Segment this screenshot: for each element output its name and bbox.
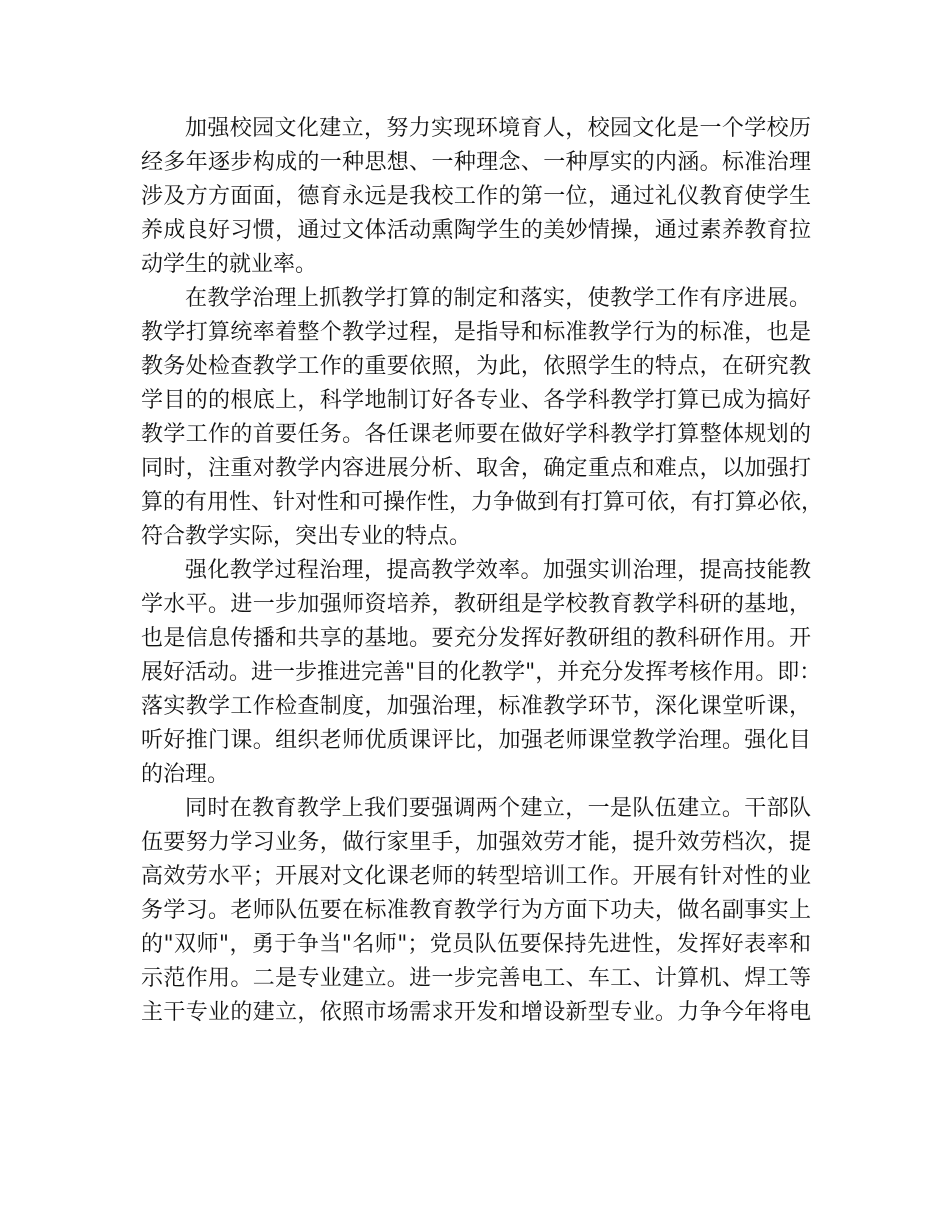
text-line: 的"双师"，勇于争当"名师"；党员队伍要保持先进性，发挥好表率和 (141, 932, 811, 957)
text-line: 符合教学实际，突出专业的特点。 (141, 524, 472, 549)
text-line: 在教学治理上抓教学打算的制定和落实，使教学工作有序进展。 (185, 286, 811, 311)
text-line: 的治理。 (141, 762, 230, 787)
text-line: 教学打算统率着整个教学过程，是指导和标准教学行为的标准，也是 (141, 320, 811, 345)
text-line: 教务处检查教学工作的重要依照，为此，依照学生的特点，在研究教 (141, 354, 811, 379)
text-line: 听好推门课。组织老师优质课评比，加强老师课堂教学治理。强化目 (141, 728, 811, 753)
text-line: 也是信息传播和共享的基地。要充分发挥好教研组的教科研作用。开 (141, 626, 811, 651)
text-line: 养成良好习惯，通过文体活动熏陶学生的美妙情操，通过素养教育拉 (141, 218, 811, 243)
text-line: 涉及方方面面，德育永远是我校工作的第一位，通过礼仪教育使学生 (141, 184, 811, 209)
text-line: 加强校园文化建立，努力实现环境育人，校园文化是一个学校历 (185, 116, 811, 141)
paragraph (141, 112, 811, 282)
paragraph (141, 554, 822, 792)
text-line: 经多年逐步构成的一种思想、一种理念、一种厚实的内涵。标准治理 (141, 150, 811, 175)
text-line: 学目的的根底上，科学地制订好各专业、各学科教学打算已成为搞好 (141, 388, 811, 413)
text-line: 动学生的就业率。 (141, 252, 318, 277)
paragraph (141, 792, 811, 1030)
text-line: 学水平。进一步加强师资培养，教研组是学校教育教学科研的基地， (141, 592, 811, 617)
text-line: 同时，注重对教学内容进展分析、取舍，确定重点和难点，以加强打 (141, 456, 811, 481)
text-line: 主干专业的建立，依照市场需求开发和增设新型专业。力争今年将电 (141, 1000, 811, 1025)
document-body (141, 112, 824, 1030)
text-line: 同时在教育教学上我们要强调两个建立，一是队伍建立。干部队 (185, 796, 811, 821)
text-line: 高效劳水平；开展对文化课老师的转型培训工作。开展有针对性的业 (141, 864, 811, 889)
text-line: 算的有用性、针对性和可操作性，力争做到有打算可依，有打算必依， (141, 490, 824, 515)
text-line: 展好活动。进一步推进完善"目的化教学"，并充分发挥考核作用。即： (141, 660, 822, 685)
text-line: 务学习。老师队伍要在标准教育教学行为方面下功夫，做名副事实上 (141, 898, 811, 923)
paragraph (141, 282, 824, 554)
text-line: 教学工作的首要任务。各任课老师要在做好学科教学打算整体规划的 (141, 422, 811, 447)
text-line: 伍要努力学习业务，做行家里手，加强效劳才能，提升效劳档次，提 (141, 830, 811, 855)
text-line: 示范作用。二是专业建立。进一步完善电工、车工、计算机、焊工等 (141, 966, 811, 991)
text-line: 落实教学工作检查制度，加强治理，标准教学环节，深化课堂听课， (141, 694, 811, 719)
text-line: 强化教学过程治理，提高教学效率。加强实训治理，提高技能教 (185, 558, 811, 583)
